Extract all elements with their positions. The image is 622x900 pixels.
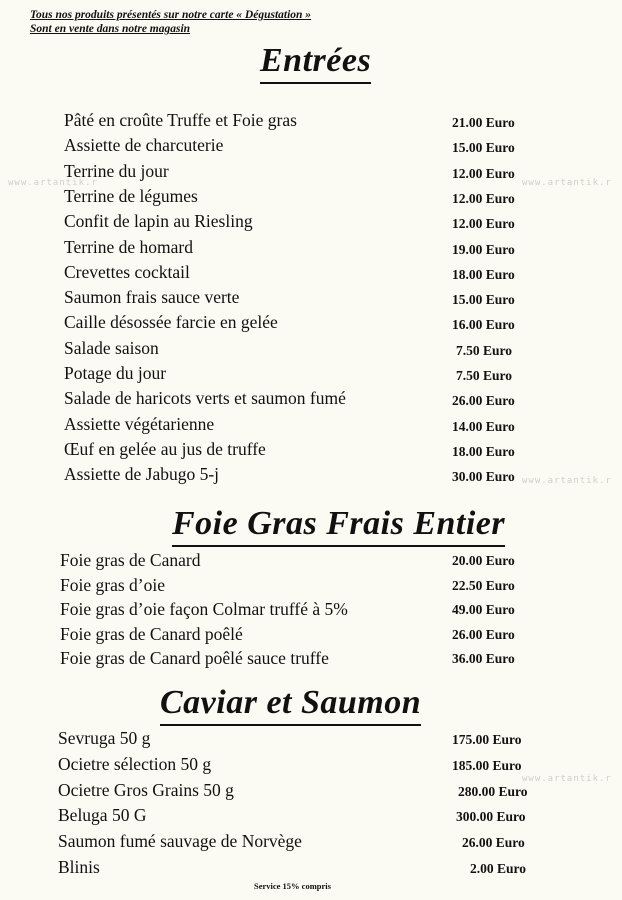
menu-item-price: 18.00 Euro [452, 443, 515, 459]
menu-item-name: Terrine du jour [64, 160, 169, 181]
menu-item-name: Assiette de charcuterie [64, 135, 224, 156]
menu-item-price: 14.00 Euro [452, 418, 515, 434]
menu-item-name: Sevruga 50 g [58, 728, 151, 748]
title-underline [260, 82, 371, 84]
watermark: www.artantik.r [522, 774, 612, 784]
menu-item-price: 19.00 Euro [452, 241, 515, 257]
watermark: www.artantik.r [8, 178, 98, 188]
menu-item-price: 15.00 Euro [452, 140, 515, 156]
menu-item-price: 12.00 Euro [452, 165, 515, 181]
menu-item-name: Terrine de légumes [64, 185, 198, 206]
menu-item-price: 26.00 Euro [452, 626, 515, 642]
menu-item-name: Foie gras de Canard poêlé [60, 623, 243, 644]
menu-item-name: Blinis [58, 857, 100, 877]
menu-item-name: Assiette végétarienne [64, 413, 215, 434]
menu-item-price: 49.00 Euro [452, 602, 515, 617]
menu-item-price: 26.00 Euro [462, 835, 525, 851]
section-title-entrees [260, 42, 371, 80]
menu-item-name: Confit de lapin au Riesling [64, 211, 253, 232]
menu-item-price: 7.50 Euro [456, 342, 513, 358]
menu-item-price: 7.50 Euro [456, 368, 513, 383]
section-title-entrees-text: Entrées [260, 42, 372, 79]
menu-item-price: 2.00 Euro [470, 861, 527, 876]
menu-item-price: 185.00 Euro [452, 757, 522, 773]
menu-item-name: Beluga 50 G [58, 805, 147, 826]
section-title-foie-gras [172, 505, 505, 543]
menu-item-price: 175.00 Euro [452, 732, 522, 747]
header-note-line2: Sont en vente dans notre magasin [30, 23, 191, 35]
title-underline [172, 545, 505, 547]
menu-item-price: 20.00 Euro [452, 553, 515, 568]
menu-item-price: 21.00 Euro [452, 115, 515, 130]
menu-item-name: Œuf en gelée au jus de truffe [64, 438, 266, 459]
title-underline [160, 724, 421, 726]
menu-item-price: 16.00 Euro [452, 317, 515, 333]
menu-item-price: 300.00 Euro [456, 809, 526, 825]
menu-item-price: 18.00 Euro [452, 266, 515, 282]
menu-item-name: Saumon fumé sauvage de Norvège [58, 831, 302, 852]
watermark: www.artantik.r [522, 178, 612, 188]
menu-item-price: 26.00 Euro [452, 393, 515, 409]
menu-item-price: 280.00 Euro [458, 783, 528, 799]
header-note [30, 8, 311, 36]
menu-item-name: Foie gras de Canard poêlé sauce truffe [60, 648, 329, 668]
menu-item-name: Pâté en croûte Truffe et Foie gras [64, 110, 297, 130]
menu-item-name: Assiette de Jabugo 5-j [64, 464, 220, 485]
menu-item-price: 15.00 Euro [452, 292, 515, 308]
menu-item-name: Terrine de homard [64, 236, 193, 257]
footer-note: Service 15% compris [254, 881, 331, 891]
menu-item-name: Crevettes cocktail [64, 261, 190, 282]
menu-item-price: 12.00 Euro [452, 216, 515, 232]
menu-item-name: Potage du jour [64, 363, 167, 383]
watermark: www.artantik.r [522, 476, 612, 486]
menu-item-name: Foie gras d’oie [60, 574, 165, 595]
menu-item-name: Ocietre Gros Grains 50 g [58, 779, 234, 800]
section-title-foie-gras-text: Foie Gras Frais Entier [172, 505, 506, 542]
menu-item-price: 12.00 Euro [452, 190, 515, 206]
menu-item-name: Foie gras de Canard [60, 550, 201, 570]
menu-item-price: 22.50 Euro [452, 577, 515, 593]
menu-item-name: Salade de haricots verts et saumon fumé [64, 388, 346, 409]
menu-item-price: 30.00 Euro [452, 469, 515, 485]
menu-item-name: Saumon frais sauce verte [64, 287, 240, 308]
menu-item-name: Salade saison [64, 337, 159, 358]
menu-item-name: Ocietre sélection 50 g [58, 753, 212, 774]
section-title-caviar [160, 684, 421, 722]
menu-item-name: Caille désossée farcie en gelée [64, 312, 278, 333]
header-note-line1: Tous nos produits présentés sur notre carte « Dégustation » [30, 9, 312, 21]
menu-item-name: Foie gras d’oie façon Colmar truffé à 5% [60, 599, 348, 619]
menu-item-price: 36.00 Euro [452, 651, 515, 666]
section-title-caviar-text: Caviar et Saumon [160, 684, 422, 721]
